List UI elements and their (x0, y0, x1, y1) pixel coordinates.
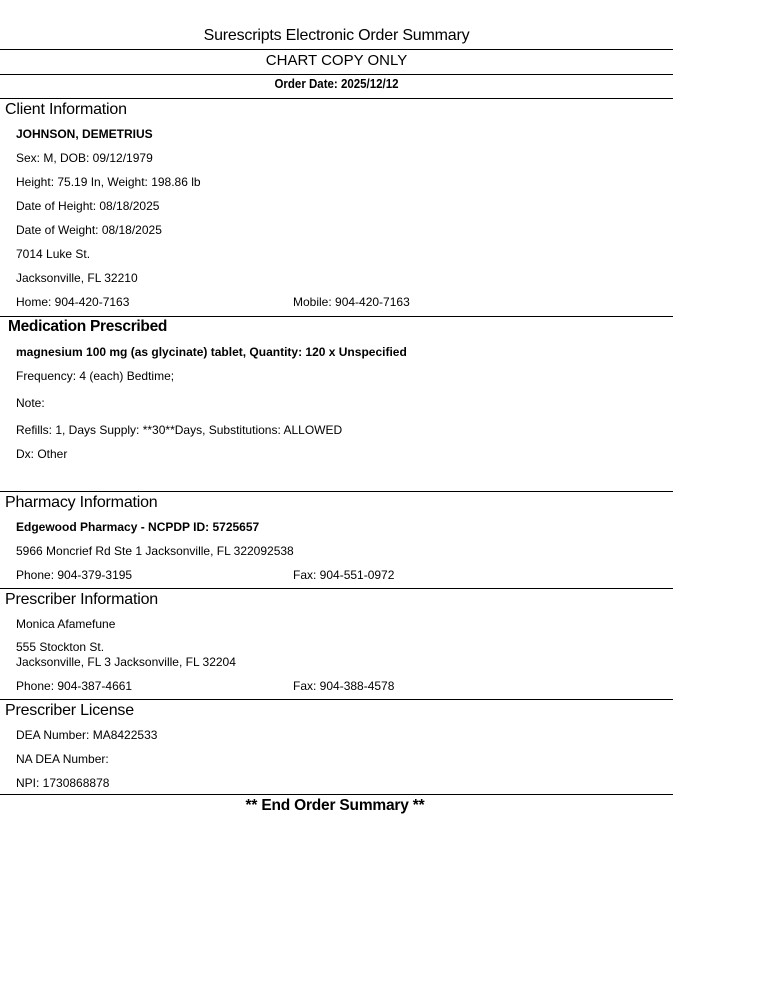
divider (0, 316, 673, 317)
medication-prescribed-heading: Medication Prescribed (8, 318, 168, 335)
client-name: JOHNSON, DEMETRIUS (16, 127, 153, 141)
client-date-of-height: Date of Height: 08/18/2025 (16, 199, 160, 213)
pharmacy-information-heading: Pharmacy Information (5, 494, 158, 511)
document-title: Surescripts Electronic Order Summary (203, 27, 470, 44)
pharmacy-fax: Fax: 904-551-0972 (293, 568, 395, 582)
end-order-summary: ** End Order Summary ** (245, 797, 425, 814)
client-address-line2: Jacksonville, FL 32210 (16, 271, 138, 285)
divider (0, 98, 673, 99)
prescriber-fax: Fax: 904-388-4578 (293, 679, 395, 693)
prescriber-phone: Phone: 904-387-4661 (16, 679, 133, 693)
pharmacy-address: 5966 Moncrief Rd Ste 1 Jacksonville, FL 322092538 (16, 544, 294, 558)
dea-number: DEA Number: MA8422533 (16, 728, 158, 742)
prescriber-name: Monica Afamefune (16, 617, 116, 631)
client-date-of-weight: Date of Weight: 08/18/2025 (16, 223, 162, 237)
prescriber-address-line1: 555 Stockton St. (16, 640, 105, 654)
divider (0, 588, 673, 589)
na-dea-number: NA DEA Number: (16, 752, 109, 766)
prescriber-license-heading: Prescriber License (5, 702, 134, 719)
divider (0, 794, 673, 795)
medication-drug: magnesium 100 mg (as glycinate) tablet, Quantity: 120 x Unspecified (16, 345, 407, 359)
divider (0, 699, 673, 700)
client-mobile-phone: Mobile: 904-420-7163 (293, 295, 410, 309)
divider (0, 74, 673, 75)
npi-number: NPI: 1730868878 (16, 776, 110, 790)
client-height-weight: Height: 75.19 In, Weight: 198.86 lb (16, 175, 201, 189)
pharmacy-phone: Phone: 904-379-3195 (16, 568, 133, 582)
medication-note: Note: (16, 396, 45, 410)
pharmacy-name: Edgewood Pharmacy - NCPDP ID: 5725657 (16, 520, 260, 534)
client-home-phone: Home: 904-420-7163 (16, 295, 130, 309)
chart-copy-notice: CHART COPY ONLY (265, 52, 408, 69)
prescriber-information-heading: Prescriber Information (5, 591, 158, 608)
divider (0, 491, 673, 492)
prescriber-address-line2: Jacksonville, FL 3 Jacksonville, FL 32204 (16, 655, 236, 669)
medication-dx: Dx: Other (16, 447, 68, 461)
client-information-heading: Client Information (5, 101, 127, 118)
medication-frequency: Frequency: 4 (each) Bedtime; (16, 369, 175, 383)
client-address-line1: 7014 Luke St. (16, 247, 91, 261)
divider (0, 49, 673, 50)
client-sex-dob: Sex: M, DOB: 09/12/1979 (16, 151, 153, 165)
medication-refills: Refills: 1, Days Supply: **30**Days, Substitutions: ALLOWED (16, 423, 343, 437)
order-date: Order Date: 2025/12/12 (274, 77, 399, 91)
